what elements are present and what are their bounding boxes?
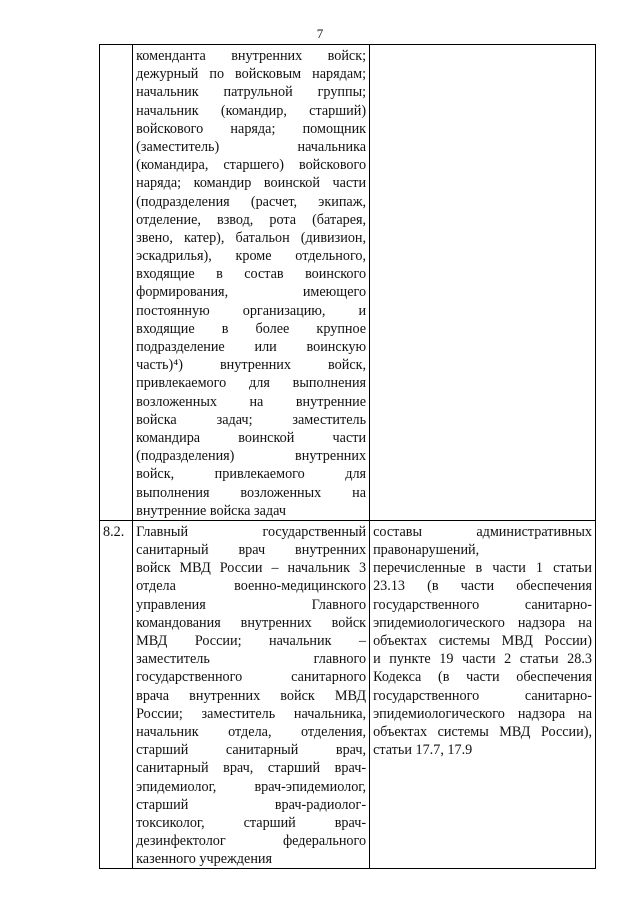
text-line: начальник (командир, старший) (136, 102, 367, 119)
text-line: Главный государственный (136, 523, 367, 540)
text-line: часть)⁴) внутренних войск, (136, 357, 367, 374)
text-line: дежурный по войсковым нарядам; (136, 66, 367, 83)
text-line: Кодекса (в части обеспечения (373, 669, 592, 686)
text-line: государственного санитарного (136, 669, 367, 686)
text-line: внутренние войска задач (136, 502, 286, 519)
text-line: начальник отдела, отделения, (136, 723, 367, 740)
text-line: перечисленные в части 1 статьи (373, 560, 592, 577)
page-number: 7 (316, 26, 324, 41)
text-line: государственного санитарно- (373, 687, 592, 704)
text-line: и пункте 19 части 2 статьи 28.3 (373, 651, 592, 668)
text-line: отдела военно-медицинского (136, 578, 367, 595)
text-line: заместитель главного (136, 651, 367, 668)
text-line: (подразделения (расчет, экипаж, (136, 193, 367, 210)
text-line: (командира, старшего) войскового (136, 157, 367, 174)
text-line: казенного учреждения (136, 851, 273, 868)
text-line: наряда; командир воинской части (136, 175, 367, 192)
authority-table (99, 44, 596, 869)
text-line: токсиколог, старший врач- (136, 814, 367, 831)
position-list-cell (133, 45, 370, 521)
text-line: объектах системы МВД России) (373, 633, 592, 649)
text-line: санитарный врач внутренних (136, 542, 367, 559)
text-line: войскового наряда; помощник (136, 120, 367, 137)
text-line: старший санитарный врач, (136, 742, 367, 759)
text-line: 23.13 (в части обеспечения (373, 578, 592, 595)
text-line: начальник патрульной группы; (136, 84, 367, 101)
text-line: отделение, взвод, рота (батарея, (136, 211, 367, 228)
row-number-cell (100, 45, 133, 521)
offense-list-cell (370, 520, 596, 869)
text-line: врача внутренних войск МВД (136, 687, 367, 704)
text-line: объектах системы МВД России), (373, 723, 592, 740)
text-line: входящие в состав воинского (136, 266, 367, 283)
text-line: подразделение или воинскую (136, 339, 367, 355)
text-line: формирования, имеющего (136, 284, 367, 301)
text-line: звено, катер), батальон (дивизион, (136, 229, 367, 246)
text-line: МВД России; начальник – (136, 633, 367, 649)
text-line: командира воинской части (136, 429, 367, 446)
text-line: постоянную организацию, и (136, 302, 367, 319)
text-line: командования внутренних войск (136, 614, 367, 631)
text-line: войск, привлекаемого для (136, 466, 367, 483)
text-line: входящие в более крупное (136, 320, 367, 337)
text-line: возложенных на внутренние (136, 393, 367, 410)
text-line: привлекаемого для выполнения (136, 375, 367, 392)
row-number-cell (100, 520, 133, 869)
text-line: выполнения возложенных на (136, 484, 367, 501)
text-line: правонарушений, (373, 542, 480, 559)
text-line: эскадрилья), кроме отдельного, (136, 248, 367, 265)
text-line: войска задач; заместитель (136, 411, 367, 428)
text-line: эпидемиологического надзора на (373, 705, 592, 722)
text-line: (подразделения) внутренних (136, 448, 367, 465)
text-line: эпидемиолог, врач-эпидемиолог, (136, 778, 367, 795)
text-line: (заместитель) начальника (136, 138, 367, 155)
text-line: России; заместитель начальника, (136, 705, 367, 722)
text-line: эпидемиологического надзора на (373, 614, 592, 631)
text-line: дезинфектолог федерального (136, 833, 367, 850)
text-line: государственного санитарно- (373, 596, 592, 613)
position-list-cell (133, 520, 370, 869)
text-line: управления Главного (136, 596, 367, 613)
offense-list-cell (370, 45, 596, 521)
text-line: санитарный врач, старший врач- (136, 760, 367, 777)
table-row (100, 45, 596, 521)
text-line: составы административных (373, 523, 592, 540)
row-number: 8.2. (103, 523, 125, 540)
text-line: войск МВД России – начальник 3 (136, 560, 367, 577)
text-line: старший врач-радиолог- (136, 796, 367, 813)
table-row (100, 520, 596, 869)
text-line: коменданта внутренних войск; (136, 48, 367, 64)
text-line: статьи 17.7, 17.9 (373, 742, 473, 759)
